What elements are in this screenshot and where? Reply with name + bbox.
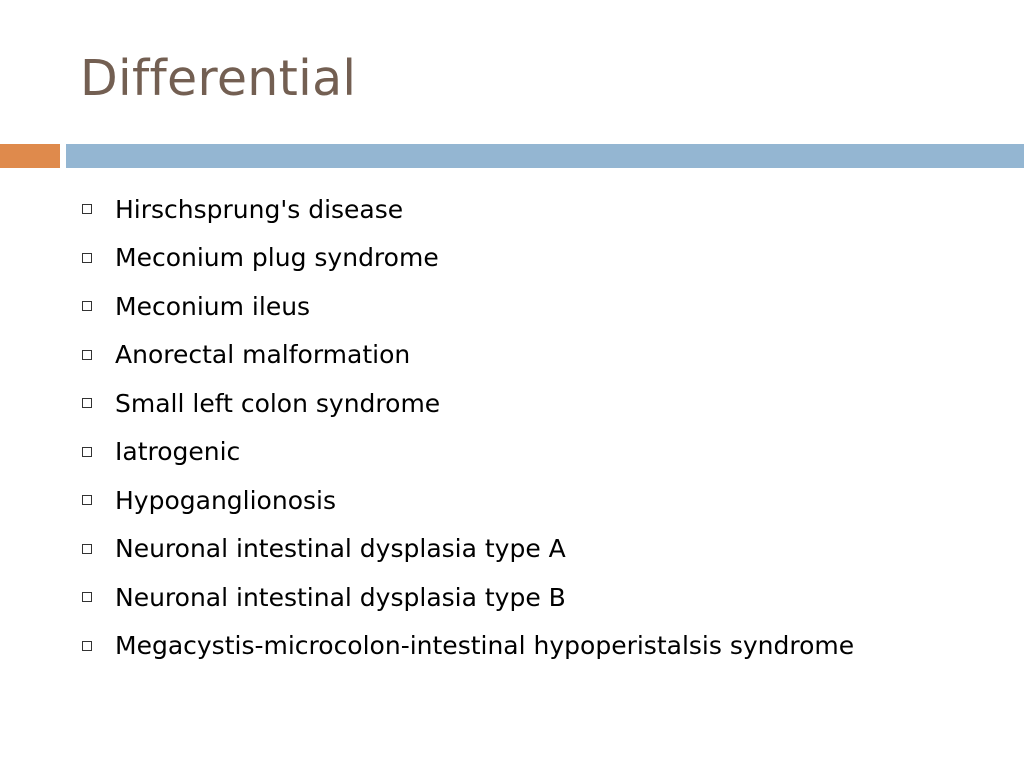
list-item-text: Megacystis-microcolon-intestinal hypoperistalsis syndrome [115, 631, 855, 661]
square-bullet-icon [82, 495, 92, 505]
square-bullet-icon [82, 301, 92, 311]
slide-title: Differential [80, 50, 357, 107]
list-item [82, 379, 854, 428]
accent-bar-orange [0, 144, 60, 168]
list-item-text: Neuronal intestinal dysplasia type B [115, 582, 566, 612]
list-item-text: Anorectal malformation [115, 340, 411, 370]
list-item-text: Neuronal intestinal dysplasia type A [115, 534, 566, 564]
list-item [82, 476, 854, 525]
list-item-text: Iatrogenic [115, 437, 241, 467]
square-bullet-icon [82, 253, 92, 263]
list-item-text: Hypoganglionosis [115, 485, 336, 515]
list-item [82, 282, 854, 331]
list-item-text: Small left colon syndrome [115, 388, 441, 418]
list-item [82, 573, 854, 622]
square-bullet-icon [82, 592, 92, 602]
square-bullet-icon [82, 447, 92, 457]
list-item [82, 525, 854, 574]
list-item [82, 234, 854, 283]
list-item-text: Hirschsprung's disease [115, 194, 404, 224]
list-item [82, 622, 854, 671]
square-bullet-icon [82, 204, 92, 214]
list-item-text: Meconium plug syndrome [115, 243, 439, 273]
list-item [82, 428, 854, 477]
accent-bar-blue [66, 144, 1024, 168]
square-bullet-icon [82, 350, 92, 360]
square-bullet-icon [82, 398, 92, 408]
list-item-text: Meconium ileus [115, 291, 311, 321]
list-item [82, 331, 854, 380]
list-item [82, 185, 854, 234]
bullet-list [82, 185, 854, 670]
square-bullet-icon [82, 641, 92, 651]
square-bullet-icon [82, 544, 92, 554]
